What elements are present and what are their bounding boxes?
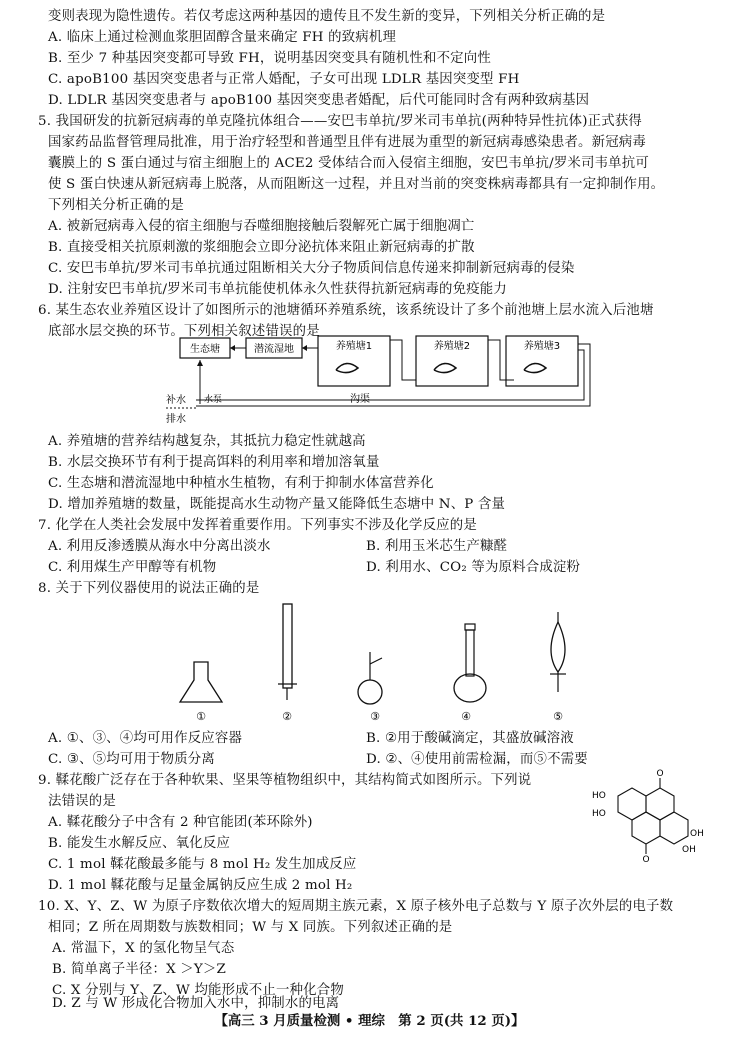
- q10-stem-2: 相同；Z 所在周期数与族数相同；W 与 X 同族。下列叙述正确的是: [48, 920, 453, 935]
- q7-option-b: B. 利用玉米芯生产糠醛: [366, 539, 508, 554]
- q10-option-d: D. Z 与 W 形成化合物加入水中，抑制水的电离: [52, 996, 340, 1011]
- fish-icon: [434, 363, 456, 372]
- q10-option-c: C. X 分别与 Y、Z、W 均能形成不止一种化合物: [52, 983, 344, 998]
- arrow-head: [230, 345, 235, 351]
- water-exchange-line: [390, 340, 416, 380]
- q9-option-c: C. 1 mol 鞣花酸最多能与 8 mol H₂ 发生加成反应: [48, 857, 357, 872]
- pond3-label: 养殖塘3: [523, 341, 561, 352]
- ho-group-2: HO: [592, 809, 606, 819]
- pond-system-diagram: [160, 330, 600, 430]
- q10-stem-1: 10. X、Y、Z、W 为原子序数依次增大的短周期主族元素，X 原子核外电子总数与 Y 原子次外层的电子数: [38, 899, 674, 914]
- volumetric-flask-neck: [466, 630, 474, 676]
- q10-option-b: B. 简单离子半径：X ＞Y＞Z: [52, 962, 227, 977]
- q5-stem-1: 5. 我国研发的抗新冠病毒的单克隆抗体组合——安巴韦单抗/罗米司韦单抗(两种特异性抗体)正式获得: [38, 114, 642, 129]
- volumetric-flask-stopper: [465, 624, 475, 630]
- pump-label: 水泵: [204, 395, 223, 405]
- intro-stem: 变则表现为隐性遗传。若仅考虑这两种基因的遗传且不发生新的变异，下列相关分析正确的是: [48, 9, 606, 24]
- oh-group-2: OH: [682, 845, 696, 855]
- q6-option-d: D. 增加养殖塘的数量，既能提高水生动物产量又能降低生态塘中 N、P 含量: [48, 497, 506, 512]
- inflow-label: 补水: [166, 395, 186, 406]
- q5-stem-2: 国家药品监督管理局批准，用于治疗轻型和普通型且伴有进展为重型的新冠病毒感染患者。新冠病毒: [48, 135, 646, 150]
- ring-left: [618, 788, 646, 820]
- q6-stem-1: 6. 某生态农业养殖区设计了如图所示的池塘循环养殖系统，该系统设计了多个前池塘上层水流入后池塘: [38, 303, 654, 318]
- q5-stem-5: 下列相关分析正确的是: [48, 198, 184, 213]
- ecopond-label: 生态塘: [190, 344, 220, 355]
- instrument-label-1: ①: [196, 710, 206, 723]
- q5-stem-4: 使 S 蛋白快速从新冠病毒上脱落，从而阻断这一过程，并且对当前的突变株病毒都具有一定抑制作用。: [48, 177, 665, 192]
- q5-option-b: B. 直接受相关抗原刺激的浆细胞会立即分泌抗体来阻止新冠病毒的扩散: [48, 240, 475, 255]
- q7-option-a: A. 利用反渗透膜从海水中分离出淡水: [48, 539, 271, 554]
- q9-stem-2: 法错误的是: [48, 794, 116, 809]
- q10-option-a: A. 常温下，X 的氢化物呈气态: [52, 941, 235, 956]
- intro-option-b: B. 至少 7 种基因突变都可导致 FH，说明基因突变具有随机性和不定向性: [48, 51, 491, 66]
- q5-option-d: D. 注射安巴韦单抗/罗米司韦单抗能使机体永久性获得抗新冠病毒的免疫能力: [48, 282, 507, 297]
- instrument-label-4: ④: [461, 710, 471, 723]
- carbonyl-o-top: O: [656, 769, 664, 779]
- water-exchange-line: [488, 340, 514, 380]
- q6-option-b: B. 水层交换环节有利于提高饵料的利用率和增加溶氧量: [48, 455, 380, 470]
- q7-option-d: D. 利用水、CO₂ 等为原料合成淀粉: [366, 560, 581, 575]
- intro-option-c: C. apoB100 基因突变患者与正常人婚配，子女可出现 LDLR 基因突变型 FH: [48, 72, 520, 87]
- ellagic-acid-structure: [588, 768, 718, 864]
- outflow-label: 排水: [166, 414, 186, 425]
- q5-stem-3: 囊膜上的 S 蛋白通过与宿主细胞上的 ACE2 受体结合而入侵宿主细胞，安巴韦单抗/罗米司韦单抗可: [48, 156, 649, 171]
- ring-middle-top: [646, 788, 674, 820]
- q9-option-a: A. 鞣花酸分子中含有 2 种官能团(苯环除外): [48, 815, 313, 830]
- wetland-label: 潜流湿地: [254, 344, 294, 355]
- instrument-label-3: ③: [370, 710, 380, 723]
- q8-option-a: A. ①、③、④均可用作反应容器: [48, 731, 243, 746]
- q9-option-d: D. 1 mol 鞣花酸与足量金属钠反应生成 2 mol H₂: [48, 878, 353, 893]
- instrument-label-5: ⑤: [553, 710, 563, 723]
- separatory-funnel-icon: [551, 622, 565, 672]
- q8-option-c: C. ③、⑤均可用于物质分离: [48, 752, 215, 767]
- fish-icon: [336, 363, 358, 372]
- q8-option-b: B. ②用于酸碱滴定，其盛放碱溶液: [366, 731, 574, 746]
- q7-option-c: C. 利用煤生产甲醇等有机物: [48, 560, 217, 575]
- q8-option-d: D. ②、④使用前需检漏，而⑤不需要: [366, 752, 588, 767]
- q9-stem-1: 9. 鞣花酸广泛存在于各种软果、坚果等植物组织中，其结构简式如图所示。下列说: [38, 773, 532, 788]
- oh-group-1: OH: [690, 829, 704, 839]
- instrument-label-2: ②: [282, 710, 292, 723]
- q8-stem: 8. 关于下列仪器使用的说法正确的是: [38, 581, 260, 596]
- q6-option-a: A. 养殖塘的营养结构越复杂，其抵抗力稳定性就越高: [48, 434, 366, 449]
- carbonyl-o-bottom: O: [642, 855, 650, 864]
- flask-side-arm: [370, 658, 382, 664]
- conical-flask-icon: [180, 662, 222, 702]
- q5-option-a: A. 被新冠病毒入侵的宿主细胞与吞噬细胞接触后裂解死亡属于细胞凋亡: [48, 219, 475, 234]
- arrow-head: [302, 345, 307, 351]
- intro-option-d: D. LDLR 基因突变患者与 apoB100 基因突变患者婚配，后代可能同时含有两种致病基因: [48, 93, 590, 108]
- intro-option-a: A. 临床上通过检测血浆胆固醇含量来确定 FH 的致病机理: [48, 30, 397, 45]
- fish-icon: [524, 363, 546, 372]
- q7-stem: 7. 化学在人类社会发展中发挥着重要作用。下列事实不涉及化学反应的是: [38, 518, 477, 533]
- pond1-label: 养殖塘1: [335, 341, 373, 352]
- volumetric-flask-icon: [454, 674, 486, 702]
- pump-arrow-icon: [197, 360, 203, 366]
- page-footer: 【高三 3 月质量检测 • 理综 第 2 页(共 12 页)】: [214, 1013, 525, 1029]
- distillation-flask-icon: [358, 680, 382, 704]
- ring-right: [660, 812, 688, 844]
- ho-group-1: HO: [592, 791, 606, 801]
- lab-instruments-figure: [170, 600, 590, 725]
- pond2-label: 养殖塘2: [433, 341, 471, 352]
- q9-option-b: B. 能发生水解反应、氧化反应: [48, 836, 231, 851]
- ring-middle-bottom: [632, 812, 660, 844]
- burette-icon: [283, 604, 292, 688]
- channel-label: 沟渠: [350, 394, 370, 405]
- q6-stem-2: 底部水层交换的环节。下列相关叙述错误的是: [48, 324, 320, 339]
- q5-option-c: C. 安巴韦单抗/罗米司韦单抗通过阻断相关大分子物质间信息传递来抑制新冠病毒的侵染: [48, 261, 575, 276]
- q6-option-c: C. 生态塘和潜流湿地中种植水生植物，有利于抑制水体富营养化: [48, 476, 434, 491]
